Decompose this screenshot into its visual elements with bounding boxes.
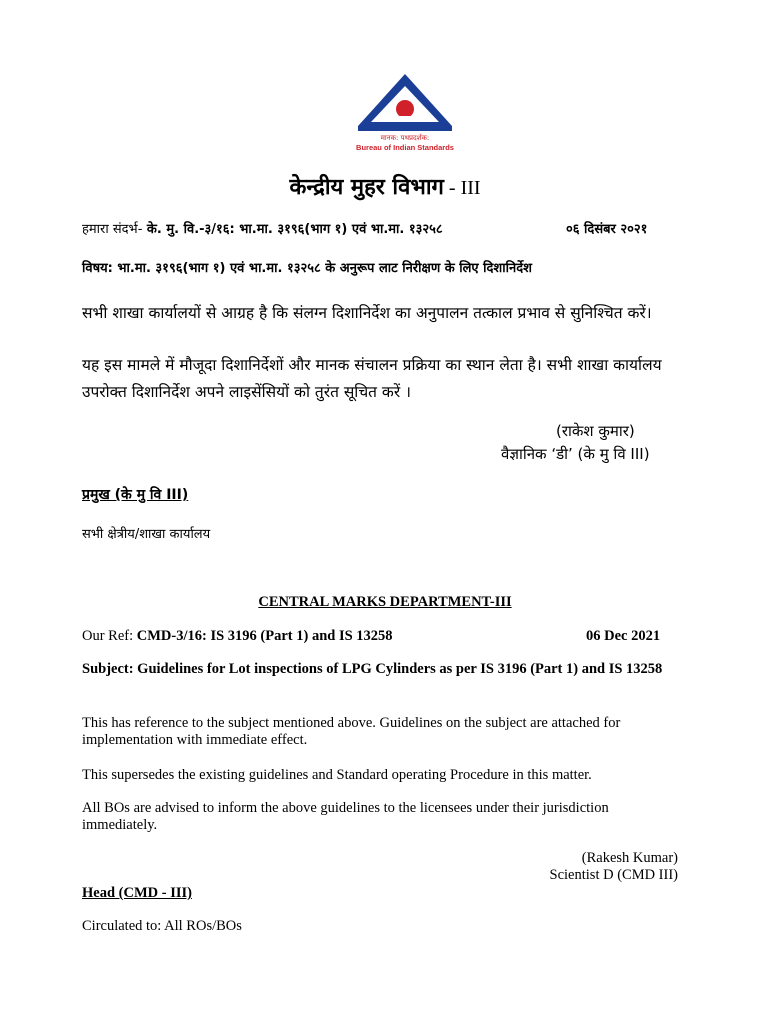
hindi-head-label: प्रमुख (के मु वि III) <box>82 487 189 503</box>
english-signature-block <box>470 850 678 884</box>
logo-hindi-text: मानक: पथप्रदर्शक: <box>380 134 430 142</box>
hindi-signatory-designation: वैज्ञानिक ‘डी’ (के मु वि III) <box>501 445 650 463</box>
english-paragraph-2: This supersedes the existing guidelines and Standard operating Procedure in this matter. <box>82 767 592 783</box>
english-signatory-designation: Scientist D (CMD III) <box>549 867 678 883</box>
english-ref-label: Our Ref: <box>82 628 137 644</box>
english-date: 06 Dec 2021 <box>586 628 661 644</box>
english-circulated-to: Circulated to: All ROs/BOs <box>82 918 242 934</box>
english-paragraph-1: This has reference to the subject mentioned above. Guidelines on the subject are attached for implementation with immediate effect. <box>82 715 621 748</box>
hindi-circulated-to: सभी क्षेत्रीय/शाखा कार्यालय <box>82 527 211 542</box>
logo-english-text: Bureau of Indian Standards <box>356 143 454 152</box>
hindi-ref-label: हमारा संदर्भ- <box>82 222 143 237</box>
english-head-label: Head (CMD - III) <box>82 885 192 901</box>
hindi-department-title <box>0 171 770 201</box>
hindi-title-text: केन्द्रीय मुहर विभाग <box>289 175 444 200</box>
hindi-paragraph-1: सभी शाखा कार्यालयों से आग्रह है कि संलग्न दिशानिर्देश का अनुपालन तत्काल प्रभाव से सुनिश्चित करें। <box>82 304 652 322</box>
hindi-date: ०६ दिसंबर २०२१ <box>566 222 648 237</box>
hindi-ref-value: के. मु. वि.-३/१६: भा.मा. ३१९६(भाग १) एवं भा.मा. १३२५८ <box>142 222 443 237</box>
english-paragraph-3: All BOs are advised to inform the above guidelines to the licensees under their jurisdiction immediately. <box>82 800 609 833</box>
hindi-signatory-name: (राकेश कुमार) <box>556 422 635 440</box>
hindi-subject: विषय: भा.मा. ३१९६(भाग १) एवं भा.मा. १३२५८ के अनुरूप लाट निरीक्षण के लिए दिशानिर्देश <box>82 261 532 276</box>
english-signatory-name: (Rakesh Kumar) <box>581 850 678 866</box>
bis-logo <box>355 72 455 154</box>
hindi-reference <box>82 219 443 237</box>
hindi-title-suffix: - III <box>443 177 481 199</box>
hindi-paragraph-2: यह इस मामले में मौजूदा दिशानिर्देशों और मानक संचालन प्रक्रिया का स्थान लेता है। सभी शाखा कार्यालय उपरोक्त दिशानिर्देश अपने लाइसेंसियों को तुरंत सूचित करें । <box>82 356 662 401</box>
bis-emblem-icon <box>355 72 455 154</box>
english-ref-value: CMD-3/16: IS 3196 (Part 1) and IS 13258 <box>136 628 393 644</box>
english-reference <box>82 628 393 645</box>
english-subject: Subject: Guidelines for Lot inspections of LPG Cylinders as per IS 3196 (Part 1) and IS 13258 <box>82 661 663 677</box>
english-department-title: CENTRAL MARKS DEPARTMENT-III <box>258 594 512 610</box>
